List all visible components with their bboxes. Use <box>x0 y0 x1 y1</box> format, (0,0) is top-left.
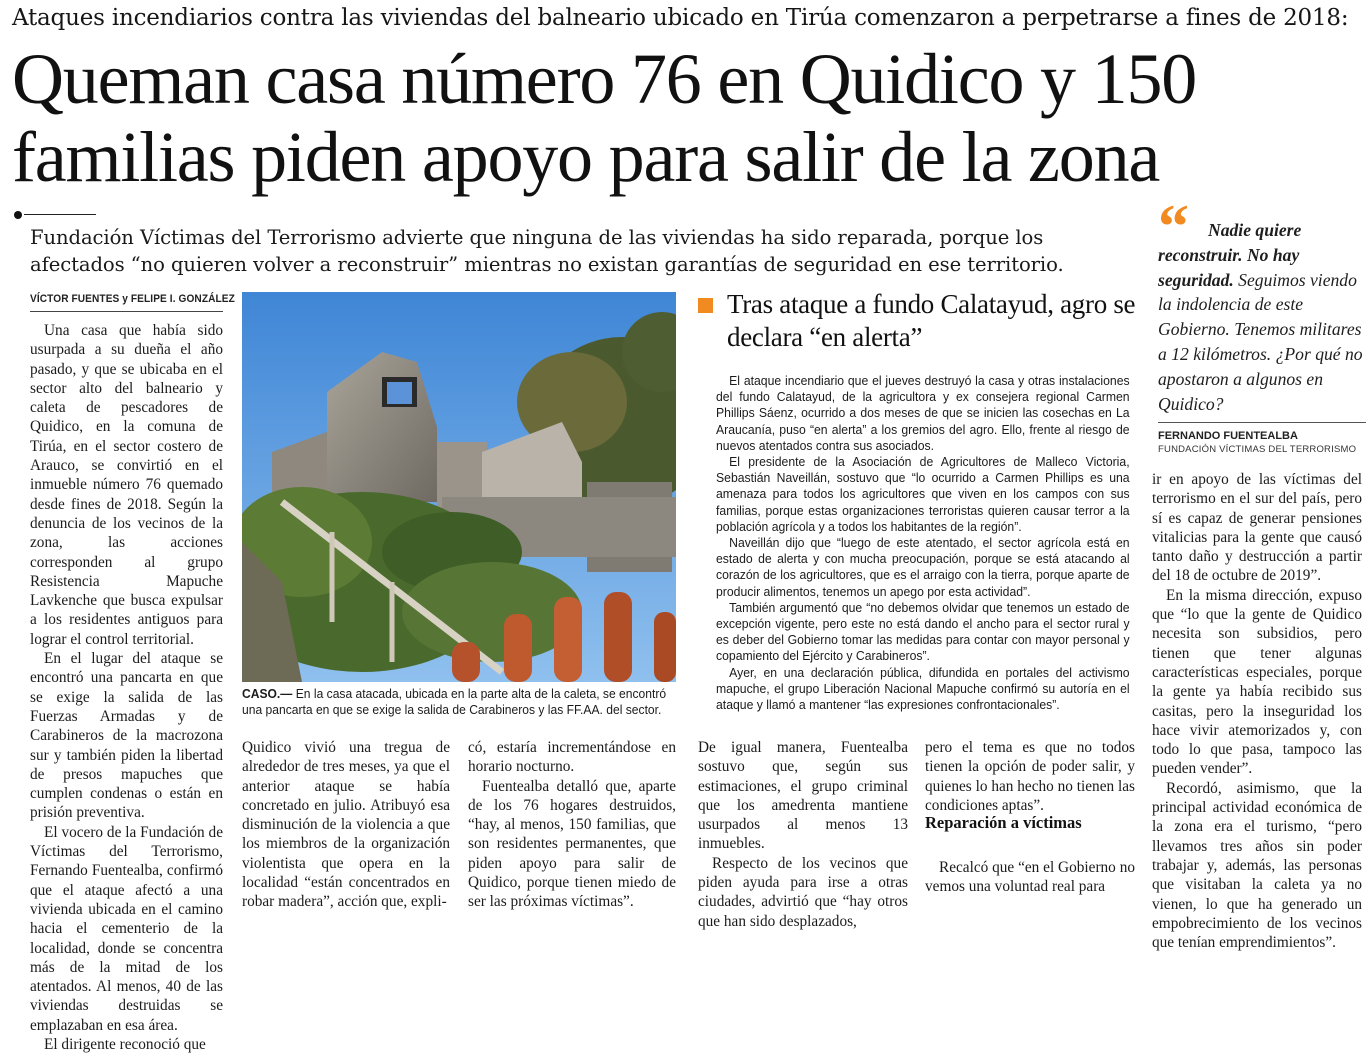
paragraph: Respecto de los vecinos que piden ayuda para irse a otras ciudades, advirtió que “hay otros que han sido desplazados, <box>698 854 908 930</box>
paragraph: También argumentó que “no debemos olvidar que tenemos un estado de excepción vigente, pero este no está dando el ancho para el sector rural y es deber del Gobierno tomar las medidas para contar con mayor personal y copamiento del Ejército y Carabineros”. <box>716 599 1130 664</box>
sidebar-title: Tras ataque a fundo Calatayud, agro se declara “en alerta” <box>727 289 1136 352</box>
paragraph: Recordó, asimismo, que la principal actividad económica de la zona era el turismo, “pero llevamos tres años sin poder trabajar y, además, las personas que visitaban la caleta ya no vienen, lo que ha generado un empobrecimiento de los vecinos que tenían emprendimientos”. <box>1152 779 1362 952</box>
body-column-3 <box>468 738 676 912</box>
body-column-6 <box>1152 470 1362 952</box>
paragraph: El dirigente reconoció que <box>44 1035 206 1053</box>
body-column-5 <box>925 738 1135 815</box>
caption-label: CASO.— <box>242 687 293 701</box>
sidebar-square-icon <box>698 298 713 313</box>
rule-dot <box>14 211 22 219</box>
paragraph: Ayer, en una declaración pública, difundida en portales del activismo mapuche, el grupo Liberación Nacional Mapuche confirmó su autoría en el ataque y llamó a mantener “las expresiones confrontacionales”. <box>716 664 1130 713</box>
paragraph: Una casa que había sido usurpada a su dueña el año pasado, y que se ubicaba en el sector alto del balneario y caleta de pescadores de Quidico, en la comuna de Tirúa, en el sector costero de Arauco, se convirtió en el inmueble número 76 quemado desde fines de 2018. Según la denuncia de los vecinos de la zona, las acciones corresponden al grupo Resistencia Mapuche Lavkenche que busca expulsar a los residentes antiguos para lograr el control territorial. <box>30 322 223 648</box>
article-deck: Fundación Víctimas del Terrorismo advierte que ninguna de las viviendas ha sido reparada, porque los afectados “no quieren volver a reconstruir” mientras no existan garantías de seguridad en ese territorio. <box>30 226 1064 276</box>
paragraph: En el lugar del ataque se encontró una pancarta en que se exige la salida de las Fuerzas Armadas y de Carabineros de la macrozona sur y también piden la libertad de presos mapuches que cumplen condenas o están en prisión preventiva. <box>30 650 223 822</box>
byline-divider <box>30 311 223 312</box>
body-column-2 <box>242 738 450 912</box>
paragraph: Fuentealba detalló que, aparte de los 76 hogares destruidos, “hay, al menos, 150 familias, que son residentes permanentes, que piden apoyo para salir de Quidico, porque tienen miedo de ser las próximas víctimas”. <box>468 777 676 911</box>
paragraph: có, estaría incrementándose en horario nocturno. <box>468 739 676 776</box>
paragraph: En la misma dirección, expuso que “lo que la gente de Quidico necesita son subsidios, pero tienen que tener algunas características especiales, porque la gente ya había recibido sus casitas, pero la inseguridad los hace vivir atemorizados y, con todo lo que pasa, tampoco las pueden vender”. <box>1152 586 1362 778</box>
rule-line <box>24 214 96 215</box>
paragraph: El ataque incendiario que el jueves destruyó la casa y otras instalaciones del fundo Calatayud, de la agricultora y ex consejera regional Carmen Phillips Sáenz, ocurrido a dos meses de que se inicien las cosechas en La Araucanía, puso “en alerta” a los gremios del agro. Ello, frente al riesgo de nuevos atentados contra sus asociados. <box>716 373 1130 453</box>
article-photo <box>242 292 676 682</box>
paragraph: Recalcó que “en el Gobierno no vemos una voluntad real para <box>925 859 1135 896</box>
paragraph: De igual manera, Fuentealba sostuvo que, según sus estimaciones, el grupo criminal que los amedrenta mantiene usurpados al menos 13 inmuebles. <box>698 739 908 853</box>
quote-attribution-name: FERNANDO FUENTEALBA <box>1158 430 1298 442</box>
headline-line-1: Queman casa número 76 en Quidico y 150 <box>12 39 1197 119</box>
pull-quote <box>1158 218 1368 416</box>
paragraph: El vocero de la Fundación de Víctimas del Terrorismo, Fernando Fuentealba, confirmó que el ataque afectó a una vivienda ubicada en el camino hacia el cementerio de la localidad, donde se concentra más de la mitad de los atentados. Al menos, 40 de las viviendas destruidas se emplazaban en esa área. <box>30 823 223 1034</box>
sidebar-body <box>716 373 1130 713</box>
quote-mark-icon: “ <box>1158 193 1189 261</box>
paragraph: ir en apoyo de las víctimas del terrorismo en el sur del país, pero sí es capaz de generar pensiones vitalicias para la gente que causó tanto daño y destrucción a partir del 18 de octubre de 2019”. <box>1152 471 1362 585</box>
quote-divider <box>1158 422 1366 423</box>
article-kicker: Ataques incendiarios contra las viviendas del balneario ubicado en Tirúa comenzaron a perpetrarse a fines de 2018: <box>12 5 1349 31</box>
body-column-4 <box>698 738 908 931</box>
paragraph: Quidico vivió una tregua de alrededor de tres meses, ya que el anterior ataque se había concretado en julio. Atribuyó esa disminución de la violencia a que los miembros de la organización violentista que opera en la localidad “están concentrados en robar madera”, acción que, expli- <box>242 739 450 911</box>
article-headline <box>12 40 1362 196</box>
section-subhead: Reparación a víctimas <box>925 813 1082 832</box>
byline: VÍCTOR FUENTES y FELIPE I. GONZÁLEZ <box>30 293 235 305</box>
quote-lead: Nadie quiere reconstruir. No hay seguridad. <box>1158 220 1302 290</box>
caption-text: En la casa atacada, ubicada en la parte alta de la caleta, se encontró una pancarta en que se exige la salida de Carabineros y las FF.AA. del sector. <box>242 687 667 717</box>
body-column-1 <box>30 321 223 1054</box>
photo-caption <box>242 686 674 718</box>
paragraph: El presidente de la Asociación de Agricultores de Malleco Victoria, Sebastián Naveillán, sostuvo que “lo ocurrido a Carmen Phillips es una amenaza para todos los agricultores que viven en los campos con sus familias, porque estas organizaciones terroristas quieren causar terror a la población agrícola y a todos los habitantes de la región”. <box>716 454 1130 534</box>
paragraph: Naveillán dijo que “luego de este atentado, el sector agrícola está en estado de alerta y con mucha preocupación, porque se está atacando al corazón de los agricultores, que es el arraigo con la tierra, porque aparte de producir alimentos, tenemos un apego por esta actividad”. <box>716 535 1130 599</box>
quote-attribution-role: FUNDACIÓN VÍCTIMAS DEL TERRORISMO <box>1158 444 1357 455</box>
headline-line-2: familias piden apoyo para salir de la zona <box>12 117 1160 197</box>
paragraph: pero el tema es que no todos tienen la opción de poder salir, y quienes lo han hecho no tienen las condiciones aptas”. <box>925 739 1135 814</box>
quote-text: Seguimos viendo la indolencia de este Gobierno. Tenemos militares a 12 kilómetros. ¿Por qué no apostaron a algunos en Quidico? <box>1158 269 1363 414</box>
body-column-5-continued <box>925 858 1135 897</box>
